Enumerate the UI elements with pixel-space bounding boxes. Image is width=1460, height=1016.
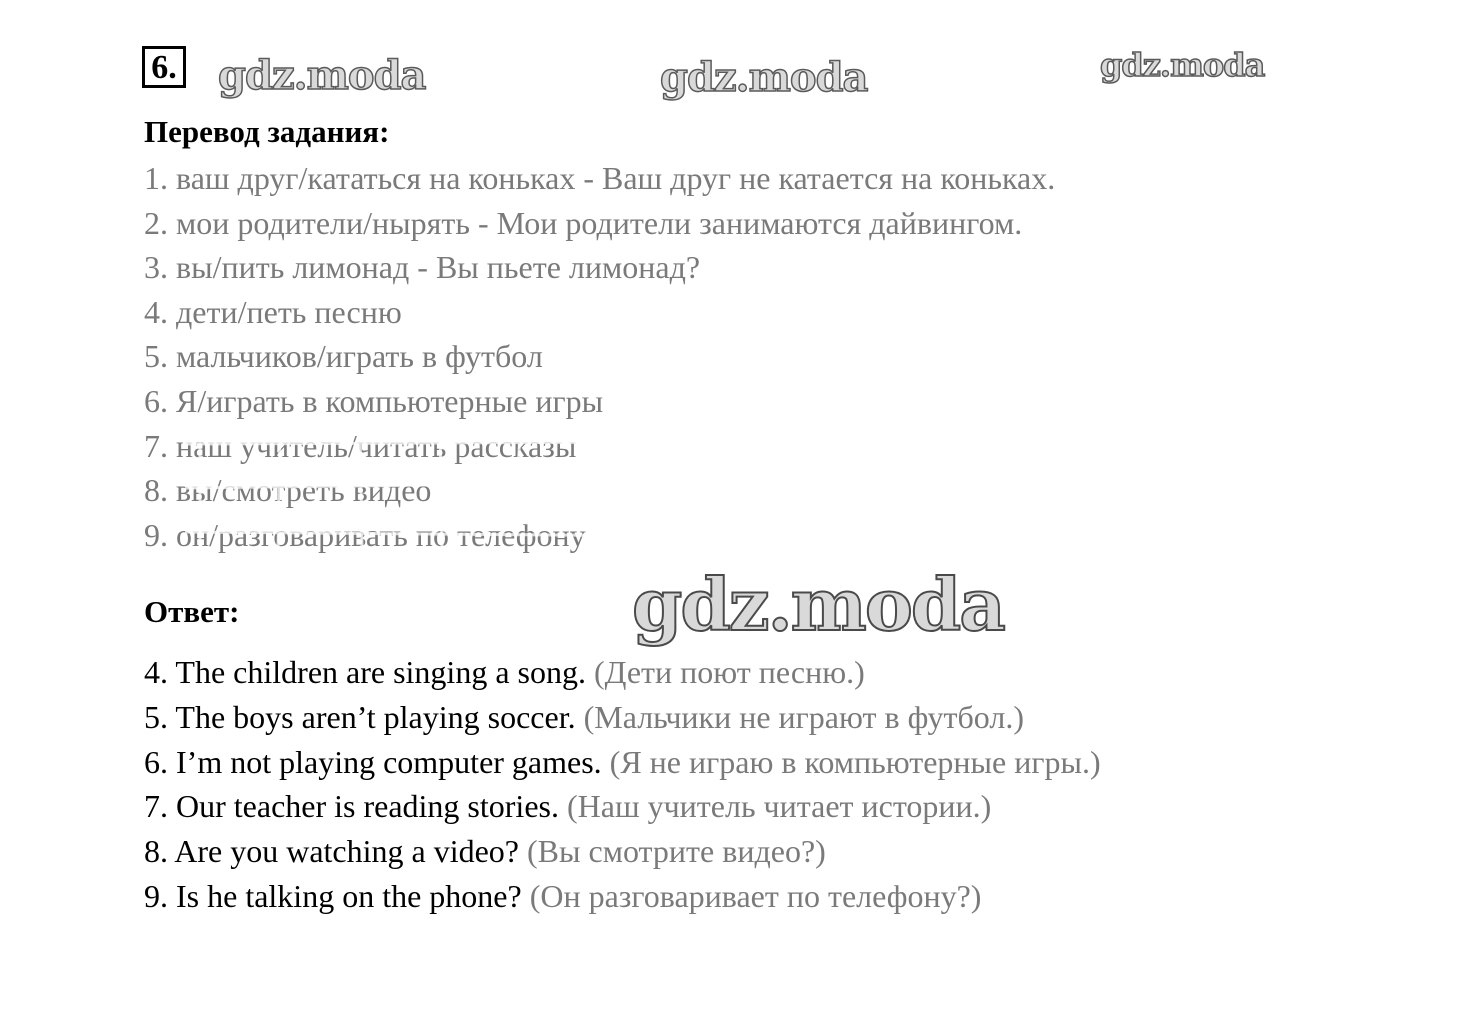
answer-item [144, 829, 1101, 874]
translation-item-1: 1. ваш друг/кататься на коньках - Ваш друг не катается на коньках. [144, 160, 1056, 196]
translation-list [144, 156, 1055, 557]
translation-heading: Перевод задания: [144, 114, 390, 149]
answer-english: 4. The children are singing a song. [144, 654, 586, 690]
translation-item-4: 4. дети/петь песню [144, 293, 402, 330]
watermark-logo: gdz.moda [218, 52, 426, 99]
answer-russian: (Наш учитель читает истории.) [566, 788, 992, 825]
answer-item [144, 874, 1101, 919]
translation-item-9: 9. он/разговаривать по телефону [144, 516, 586, 553]
translation-item-7: 7. наш учитель/читать рассказы [144, 427, 577, 464]
answer-heading: Ответ: [144, 594, 240, 629]
answer-english: 9. Is he talking on the phone? [144, 877, 522, 914]
answer-english: 8. Are you watching a video? [144, 833, 519, 870]
answer-russian: (Мальчики не играют в футбол.) [583, 698, 1024, 735]
task-number: 6. [142, 46, 186, 88]
answer-russian: (Дети поют песню.) [593, 654, 865, 690]
answer-item [144, 695, 1101, 740]
answer-russian: (Он разговаривает по телефону?) [529, 877, 982, 914]
watermark-logo: gdz.moda [1100, 46, 1265, 84]
answer-item [144, 650, 1101, 695]
answer-english: 5. The boys aren’t playing soccer. [144, 698, 576, 735]
translation-item-8: 8. вы/смотреть видео [144, 472, 432, 509]
answer-list [144, 650, 1101, 919]
translation-item-5: 5. мальчиков/играть в футбол [144, 338, 543, 375]
translation-item-2: 2. мои родители/нырять - Мои родители занимаются дайвингом. [144, 204, 1023, 241]
answer-english: 6. I’m not playing computer games. [144, 743, 602, 780]
watermark-logo: gdz.moda [632, 562, 1004, 647]
translation-item-3: 3. вы/пить лимонад - Вы пьете лимонад? [144, 249, 701, 286]
translation-item-6: 6. Я/играть в компьютерные игры [144, 382, 604, 419]
answer-russian: (Я не играю в компьютерные игры.) [609, 743, 1101, 780]
answer-item [144, 740, 1101, 785]
answer-english: 7. Our teacher is reading stories. [144, 788, 559, 825]
answer-item [144, 784, 1101, 829]
answer-russian: (Вы смотрите видео?) [527, 833, 826, 870]
watermark-logo: gdz.moda [660, 54, 868, 101]
